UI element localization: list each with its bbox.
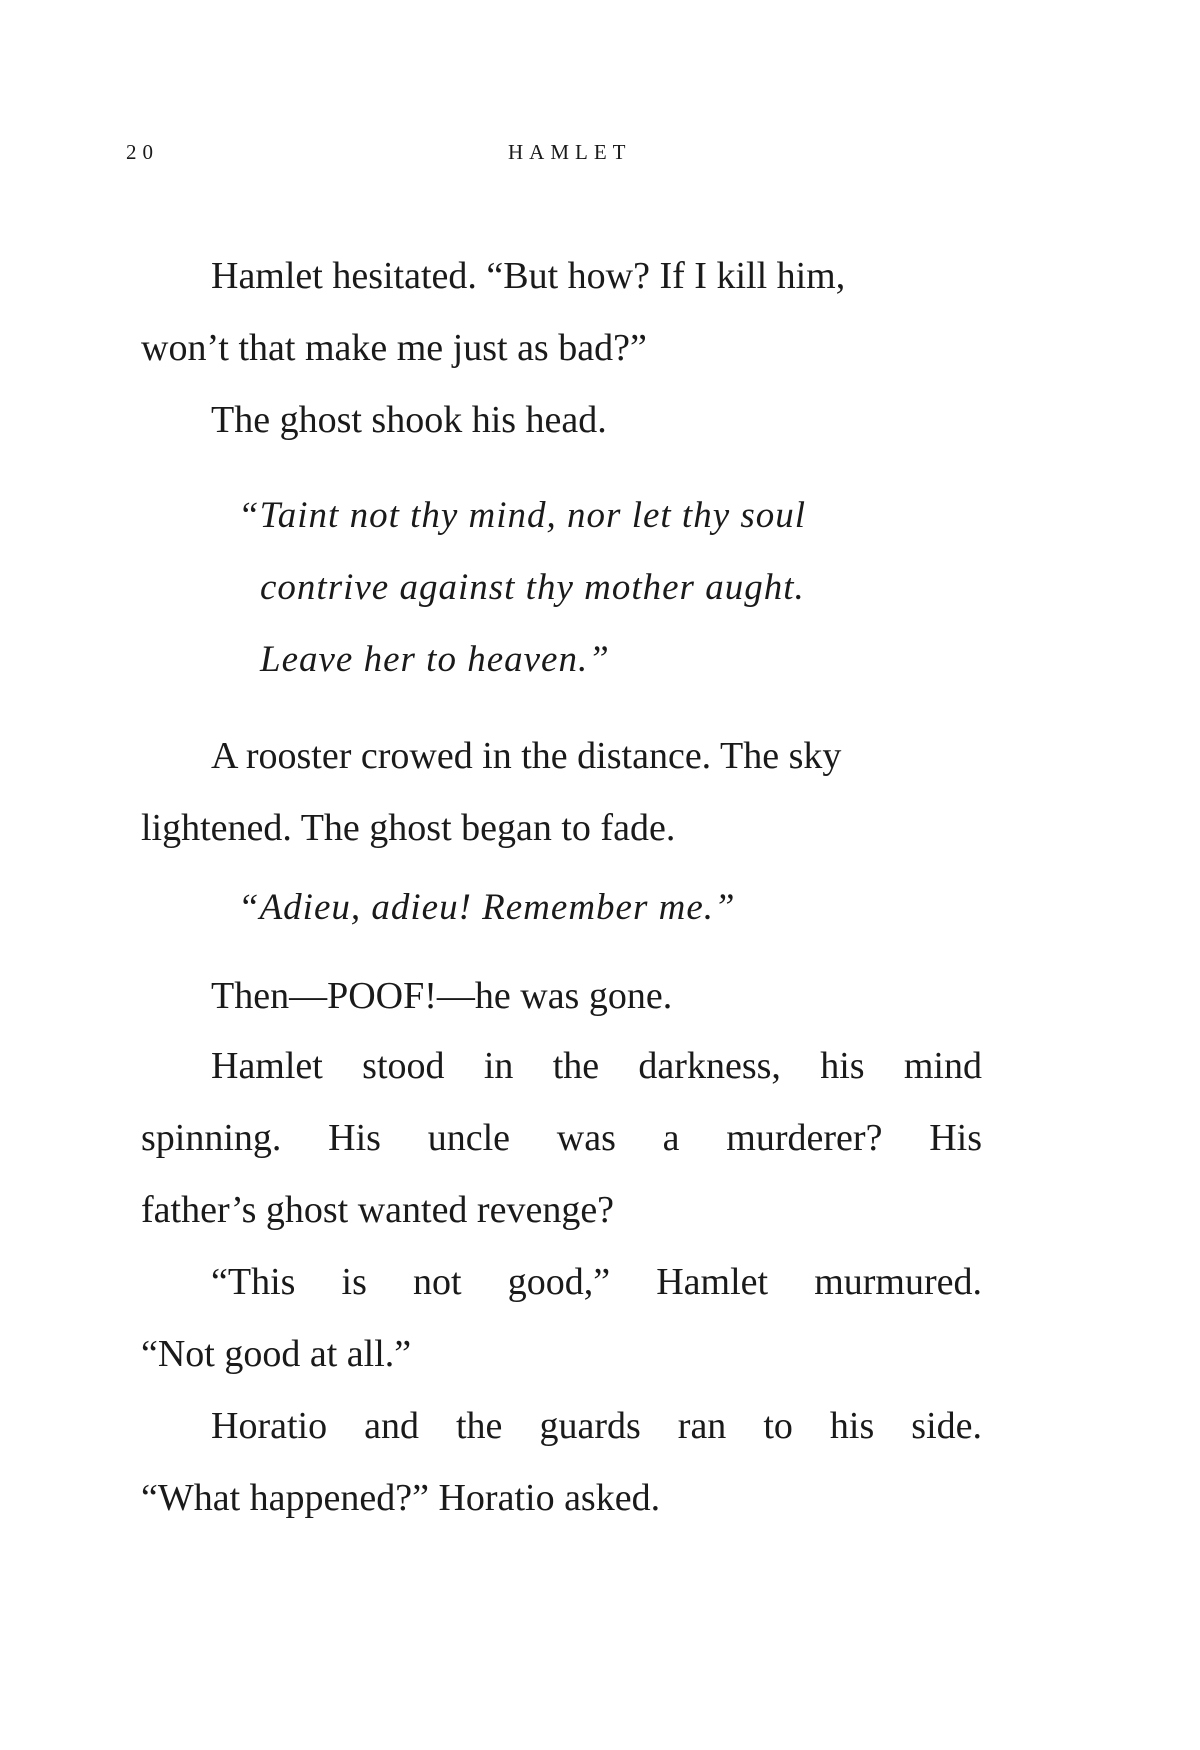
paragraph-horatio — [141, 1390, 982, 1534]
verse-line: “Taint not thy mind, nor let thy soul — [238, 495, 807, 536]
paragraph-not-good — [141, 1246, 982, 1390]
running-head — [0, 140, 1200, 170]
text-line: “What happened?” Horatio asked. — [141, 1477, 661, 1519]
text-line: A rooster crowed in the distance. The sky — [211, 735, 842, 777]
verse-line: contrive against thy mother aught. — [260, 567, 805, 608]
paragraph-ghost-shook — [176, 384, 982, 456]
book-title: HAMLET — [508, 140, 632, 164]
paragraph-rooster — [141, 720, 982, 864]
page-number: 20 — [126, 140, 159, 164]
verse-line: Leave her to heaven.” — [260, 639, 610, 680]
text-line: The ghost shook his head. — [211, 399, 607, 441]
paragraph-poof — [176, 960, 982, 1032]
text-line: Hamlet hesitated. “But how? If I kill him, — [211, 255, 846, 297]
text-line: father’s ghost wanted revenge? — [141, 1189, 615, 1231]
verse-taint-not — [176, 480, 982, 696]
text-line: “Not good at all.” — [141, 1333, 412, 1375]
text-line: spinning. His uncle was a murderer? His — [141, 1117, 982, 1159]
text-line: Then—POOF!—he was gone. — [211, 975, 673, 1017]
text-line: won’t that make me just as bad?” — [141, 327, 647, 369]
text-line: Horatio and the guards ran to his side. — [211, 1405, 982, 1447]
text-line: lightened. The ghost began to fade. — [141, 807, 676, 849]
text-line: “This is not good,” Hamlet murmured. — [211, 1261, 982, 1303]
paragraph-hamlet-hesitated — [141, 240, 982, 384]
paragraph-darkness — [141, 1030, 982, 1246]
text-line: Hamlet stood in the darkness, his mind — [211, 1045, 982, 1087]
verse-adieu — [176, 872, 982, 944]
verse-line: “Adieu, adieu! Remember me.” — [238, 887, 736, 928]
